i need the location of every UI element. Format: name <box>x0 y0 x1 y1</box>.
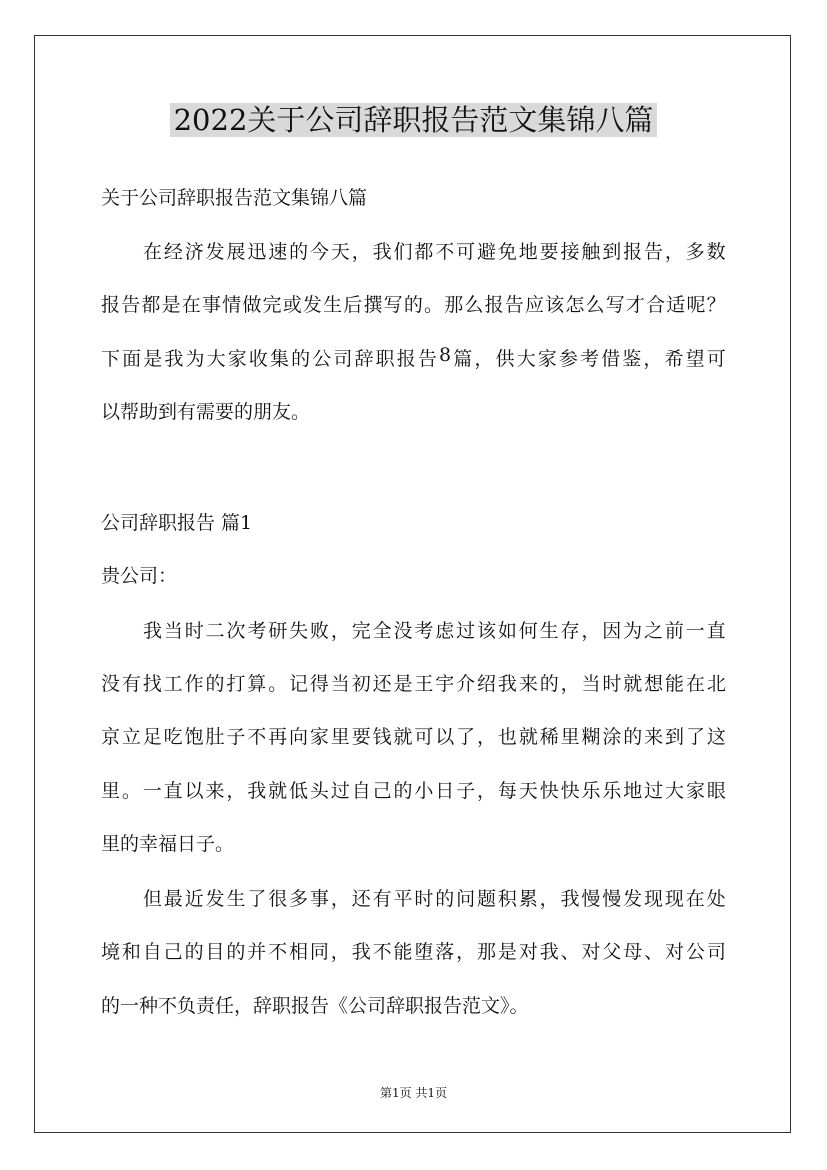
text-glyph: 多 <box>685 241 705 263</box>
text-glyph: 是 <box>497 941 517 963</box>
text-glyph: 直 <box>163 780 183 802</box>
text-glyph: 、 <box>560 941 580 963</box>
intro-line <box>101 344 726 371</box>
text-glyph: 子 <box>226 726 246 748</box>
text-glyph: 。 <box>268 673 288 695</box>
text-glyph: 以 <box>184 780 204 802</box>
text-glyph: 职 <box>375 348 395 370</box>
text-glyph: 在 <box>181 294 201 316</box>
text-glyph: 的 <box>289 241 309 263</box>
text-glyph: 日 <box>435 780 455 802</box>
text-glyph: 大 <box>665 780 685 802</box>
text-glyph: 触 <box>581 241 601 263</box>
text-glyph: 的 <box>623 726 643 748</box>
text-glyph: 现 <box>664 888 684 910</box>
intro-line <box>101 290 726 317</box>
text-glyph: 积 <box>497 888 517 910</box>
text-glyph: 和 <box>121 941 141 963</box>
text-glyph: 数 <box>706 241 726 263</box>
text-glyph: 做 <box>242 294 262 316</box>
text-glyph: 就 <box>518 726 538 748</box>
text-glyph: 家 <box>537 348 557 370</box>
text-glyph: 当 <box>581 673 601 695</box>
text-glyph: 是 <box>143 348 163 370</box>
text-glyph: 糊 <box>581 726 601 748</box>
text-glyph: 有 <box>372 888 392 910</box>
text-glyph: 自 <box>351 780 371 802</box>
text-glyph: 了 <box>456 726 476 748</box>
text-glyph: 时 <box>602 673 622 695</box>
text-glyph: 里 <box>330 726 350 748</box>
text-glyph: 收 <box>248 348 268 370</box>
text-glyph: 迅 <box>247 241 267 263</box>
text-glyph: 打 <box>226 673 246 695</box>
text-glyph: 希 <box>664 348 684 370</box>
text-glyph: 全 <box>372 620 392 642</box>
text-glyph: 的 <box>403 294 423 316</box>
text-glyph: 报 <box>101 294 121 316</box>
text-glyph: 的 <box>226 941 246 963</box>
text-glyph: 乐 <box>602 780 622 802</box>
text-glyph: 避 <box>477 241 497 263</box>
paragraph-line <box>101 722 726 749</box>
text-glyph: 多 <box>289 888 309 910</box>
text-glyph: 快 <box>560 780 580 802</box>
text-glyph: 来 <box>644 726 664 748</box>
text-glyph: 不 <box>435 241 455 263</box>
text-glyph: 告 <box>417 348 437 370</box>
text-glyph: 相 <box>289 941 309 963</box>
text-glyph: 么 <box>464 294 484 316</box>
text-glyph: 失 <box>289 620 309 642</box>
text-glyph: 。 <box>424 294 444 316</box>
text-glyph: 得 <box>309 673 329 695</box>
text-glyph: 二 <box>205 620 225 642</box>
text-glyph: 大 <box>516 348 536 370</box>
text-glyph: 了 <box>685 726 705 748</box>
text-glyph: ， <box>474 348 494 370</box>
text-glyph: 现 <box>644 888 664 910</box>
text-glyph: 次 <box>226 620 246 642</box>
text-glyph: 我 <box>247 780 267 802</box>
text-glyph: 有 <box>121 673 141 695</box>
text-glyph: ， <box>330 888 350 910</box>
text-glyph: 北 <box>706 673 726 695</box>
text-glyph: 速 <box>268 241 288 263</box>
section-heading: 公司辞职报告 篇1 <box>101 512 253 534</box>
text-glyph: 面 <box>122 348 142 370</box>
text-glyph: 没 <box>393 620 413 642</box>
text-glyph: 眼 <box>706 780 726 802</box>
paragraph-line <box>101 937 726 964</box>
text-glyph: 直 <box>706 620 726 642</box>
text-glyph: 境 <box>101 941 121 963</box>
document-title-wrap <box>0 98 827 142</box>
text-glyph: 我 <box>372 241 392 263</box>
text-glyph: ， <box>351 241 371 263</box>
text-glyph: 还 <box>372 673 392 695</box>
text-glyph: 展 <box>226 241 246 263</box>
paragraph-line <box>101 669 726 696</box>
text-glyph: 是 <box>393 673 413 695</box>
text-glyph: 我 <box>497 673 517 695</box>
text-glyph: 吃 <box>163 726 183 748</box>
text-glyph: 济 <box>184 241 204 263</box>
text-glyph: 发 <box>205 241 225 263</box>
text-glyph: 大 <box>206 348 226 370</box>
text-glyph: 可 <box>414 726 434 748</box>
text-glyph: 一 <box>142 780 162 802</box>
text-glyph: 或 <box>282 294 302 316</box>
text-glyph: 记 <box>289 673 309 695</box>
text-glyph: 就 <box>393 726 413 748</box>
text-glyph: 之 <box>644 620 664 642</box>
text-glyph: 涂 <box>602 726 622 748</box>
text-glyph: 里 <box>101 780 121 802</box>
text-glyph: 肚 <box>205 726 225 748</box>
text-glyph: 也 <box>497 726 517 748</box>
text-glyph: 前 <box>664 620 684 642</box>
text-glyph: 钱 <box>372 726 392 748</box>
text-glyph: 考 <box>579 348 599 370</box>
text-glyph: 、 <box>644 941 664 963</box>
text-glyph: 每 <box>497 780 517 802</box>
text-glyph: 我 <box>164 348 184 370</box>
text-glyph: 乐 <box>581 780 601 802</box>
text-glyph: 事 <box>310 888 330 910</box>
text-glyph: 里 <box>560 726 580 748</box>
page-footer: 第1页 共1页 <box>379 1086 448 1100</box>
text-glyph: 的 <box>205 673 225 695</box>
text-glyph: 怎 <box>565 294 585 316</box>
text-glyph: 司 <box>333 348 353 370</box>
text-glyph: 生 <box>323 294 343 316</box>
text-glyph: 该 <box>477 620 497 642</box>
text-glyph: 宇 <box>435 673 455 695</box>
text-glyph: 为 <box>185 348 205 370</box>
text-glyph: 京 <box>101 726 121 748</box>
text-glyph: 但 <box>143 888 163 910</box>
text-glyph: 工 <box>163 673 183 695</box>
text-glyph: 最 <box>163 888 183 910</box>
text-glyph: 都 <box>141 294 161 316</box>
text-glyph: 对 <box>518 941 538 963</box>
paragraph-line <box>143 616 726 643</box>
text-glyph: 撰 <box>363 294 383 316</box>
text-glyph: 己 <box>163 941 183 963</box>
text-glyph: 完 <box>262 294 282 316</box>
text-glyph: 篇 <box>453 348 473 370</box>
text-glyph: 堕 <box>414 941 434 963</box>
text-glyph: 公 <box>685 941 705 963</box>
text-glyph: 那 <box>477 941 497 963</box>
text-glyph: 在 <box>685 888 705 910</box>
text-glyph: 能 <box>393 941 413 963</box>
text-glyph: 情 <box>222 294 242 316</box>
text-glyph: ， <box>477 726 497 748</box>
text-glyph: 慢 <box>602 888 622 910</box>
text-glyph: 家 <box>685 780 705 802</box>
text-glyph: 低 <box>289 780 309 802</box>
text-glyph: 地 <box>623 780 643 802</box>
text-glyph: 考 <box>247 620 267 642</box>
text-glyph: 我 <box>539 941 559 963</box>
text-glyph: ， <box>477 780 497 802</box>
text-glyph: 因 <box>602 620 622 642</box>
text-glyph: 参 <box>558 348 578 370</box>
text-glyph: 那 <box>444 294 464 316</box>
text-glyph: 供 <box>495 348 515 370</box>
text-glyph: 没 <box>101 673 121 695</box>
text-glyph: 不 <box>247 726 267 748</box>
text-glyph: 写 <box>383 294 403 316</box>
text-glyph: 能 <box>665 673 685 695</box>
text-glyph: 败 <box>310 620 330 642</box>
text-glyph: 父 <box>602 941 622 963</box>
text-glyph: 立 <box>121 726 141 748</box>
text-glyph: 写 <box>605 294 625 316</box>
text-glyph: 作 <box>184 673 204 695</box>
text-glyph: 同 <box>309 941 329 963</box>
text-glyph: 当 <box>163 620 183 642</box>
text-glyph: 适 <box>666 294 686 316</box>
text-glyph: 生 <box>539 620 559 642</box>
text-glyph: 才 <box>625 294 645 316</box>
intro-line <box>143 237 726 264</box>
text-glyph: ， <box>330 941 350 963</box>
text-glyph: 要 <box>351 726 371 748</box>
text-glyph: 王 <box>414 673 434 695</box>
text-glyph: 借 <box>601 348 621 370</box>
text-glyph: ， <box>539 888 559 910</box>
text-glyph: 生 <box>226 888 246 910</box>
text-glyph: 过 <box>456 620 476 642</box>
text-glyph: 时 <box>414 888 434 910</box>
text-glyph: ， <box>643 348 663 370</box>
text-glyph: 就 <box>268 780 288 802</box>
text-glyph: 告 <box>644 241 664 263</box>
text-glyph: 何 <box>518 620 538 642</box>
text-glyph: 过 <box>330 780 350 802</box>
text-glyph: 司 <box>706 941 726 963</box>
text-glyph: 下 <box>101 348 121 370</box>
text-glyph: ， <box>560 673 580 695</box>
text-glyph: 再 <box>268 726 288 748</box>
text-glyph: 还 <box>351 888 371 910</box>
text-glyph: 告 <box>504 294 524 316</box>
text-glyph: 如 <box>497 620 517 642</box>
text-glyph: 向 <box>289 726 309 748</box>
text-glyph: 报 <box>484 294 504 316</box>
text-glyph: 公 <box>312 348 332 370</box>
text-glyph: 对 <box>665 941 685 963</box>
text-glyph: 了 <box>247 888 267 910</box>
text-glyph: 呢 <box>686 294 706 316</box>
text-glyph: 事 <box>201 294 221 316</box>
text-glyph: 接 <box>560 241 580 263</box>
paragraph-line: 里的幸福日子。 <box>101 833 235 855</box>
text-glyph: 的 <box>393 780 413 802</box>
text-glyph: 报 <box>396 348 416 370</box>
text-glyph: 快 <box>539 780 559 802</box>
text-glyph: 都 <box>414 241 434 263</box>
text-glyph: 免 <box>497 241 517 263</box>
text-glyph: 小 <box>414 780 434 802</box>
text-glyph: ， <box>581 620 601 642</box>
text-glyph: 的 <box>539 673 559 695</box>
paragraph-line: 的一种不负责任，辞职报告《公司辞职报告范文》。 <box>101 995 529 1017</box>
text-glyph: 近 <box>184 888 204 910</box>
text-glyph: 以 <box>435 726 455 748</box>
text-glyph: 后 <box>343 294 363 316</box>
text-glyph: 们 <box>393 241 413 263</box>
text-glyph: 介 <box>456 673 476 695</box>
text-glyph: 找 <box>142 673 162 695</box>
text-glyph: 想 <box>644 673 664 695</box>
text-glyph: 绍 <box>477 673 497 695</box>
text-glyph: 时 <box>184 620 204 642</box>
text-glyph: ， <box>456 941 476 963</box>
text-glyph: 虑 <box>435 620 455 642</box>
text-glyph: 么 <box>585 294 605 316</box>
text-glyph: 家 <box>227 348 247 370</box>
text-glyph: 算 <box>247 673 267 695</box>
text-glyph: 是 <box>161 294 181 316</box>
text-glyph: ， <box>226 780 246 802</box>
text-glyph: 这 <box>706 726 726 748</box>
text-glyph: 要 <box>539 241 559 263</box>
text-glyph: 母 <box>623 941 643 963</box>
text-glyph: 落 <box>435 941 455 963</box>
text-glyph: 的 <box>184 941 204 963</box>
text-glyph: 鉴 <box>622 348 642 370</box>
text-glyph: 发 <box>205 888 225 910</box>
text-glyph: 平 <box>393 888 413 910</box>
text-glyph: 来 <box>205 780 225 802</box>
text-glyph: 发 <box>302 294 322 316</box>
text-glyph: 望 <box>685 348 705 370</box>
text-glyph: 己 <box>372 780 392 802</box>
text-glyph: 不 <box>372 941 392 963</box>
text-glyph: 足 <box>142 726 162 748</box>
text-glyph: 就 <box>623 673 643 695</box>
text-glyph: 在 <box>143 241 163 263</box>
text-glyph: 目 <box>205 941 225 963</box>
text-glyph: 存 <box>560 620 580 642</box>
text-glyph: 问 <box>456 888 476 910</box>
text-glyph: 家 <box>309 726 329 748</box>
document-subtitle: 关于公司辞职报告范文集锦八篇 <box>101 187 368 209</box>
text-glyph: 来 <box>518 673 538 695</box>
document-title: 2022关于公司辞职报告范文集锦八篇 <box>170 103 658 137</box>
text-glyph: 集 <box>270 348 290 370</box>
text-glyph: 。 <box>121 780 141 802</box>
text-glyph: ， <box>664 241 684 263</box>
text-glyph: 很 <box>268 888 288 910</box>
text-glyph: 头 <box>309 780 329 802</box>
text-glyph: 考 <box>414 620 434 642</box>
text-glyph: 天 <box>518 780 538 802</box>
text-glyph: 研 <box>268 620 288 642</box>
text-glyph: 发 <box>623 888 643 910</box>
text-glyph: 可 <box>706 348 726 370</box>
text-glyph: 当 <box>330 673 350 695</box>
text-glyph: 完 <box>351 620 371 642</box>
text-glyph: 处 <box>706 888 726 910</box>
text-glyph: 题 <box>477 888 497 910</box>
text-glyph: 我 <box>143 620 163 642</box>
text-glyph: 今 <box>310 241 330 263</box>
text-glyph: 自 <box>142 941 162 963</box>
text-glyph: 慢 <box>581 888 601 910</box>
text-glyph: 过 <box>644 780 664 802</box>
text-glyph: 为 <box>623 620 643 642</box>
text-glyph: 在 <box>685 673 705 695</box>
text-glyph: ， <box>330 620 350 642</box>
text-glyph: 并 <box>247 941 267 963</box>
text-glyph: 我 <box>560 888 580 910</box>
paragraph-line <box>143 884 726 911</box>
text-glyph: 合 <box>646 294 666 316</box>
text-glyph: 的 <box>291 348 311 370</box>
text-glyph: 不 <box>268 941 288 963</box>
text-glyph: 可 <box>456 241 476 263</box>
text-glyph: 地 <box>518 241 538 263</box>
text-glyph: 辞 <box>354 348 374 370</box>
text-glyph: 一 <box>685 620 705 642</box>
text-glyph: 该 <box>545 294 565 316</box>
text-glyph: 天 <box>330 241 350 263</box>
text-glyph: 饱 <box>184 726 204 748</box>
text-glyph: 到 <box>602 241 622 263</box>
text-glyph: 告 <box>121 294 141 316</box>
text-glyph: 子 <box>456 780 476 802</box>
intro-line: 以帮助到有需要的朋友。 <box>101 401 311 423</box>
text-glyph: 累 <box>518 888 538 910</box>
text-glyph: 我 <box>351 941 371 963</box>
text-glyph: 对 <box>581 941 601 963</box>
text-glyph: 报 <box>623 241 643 263</box>
salutation: 贵公司： <box>101 565 178 587</box>
text-glyph: 初 <box>351 673 371 695</box>
text-glyph: 8 <box>439 344 452 366</box>
text-glyph: 的 <box>435 888 455 910</box>
text-glyph: 到 <box>665 726 685 748</box>
paragraph-line <box>101 776 726 803</box>
text-glyph: 稀 <box>539 726 559 748</box>
text-glyph: ？ <box>706 294 726 316</box>
text-glyph: 经 <box>163 241 183 263</box>
text-glyph: 应 <box>524 294 544 316</box>
